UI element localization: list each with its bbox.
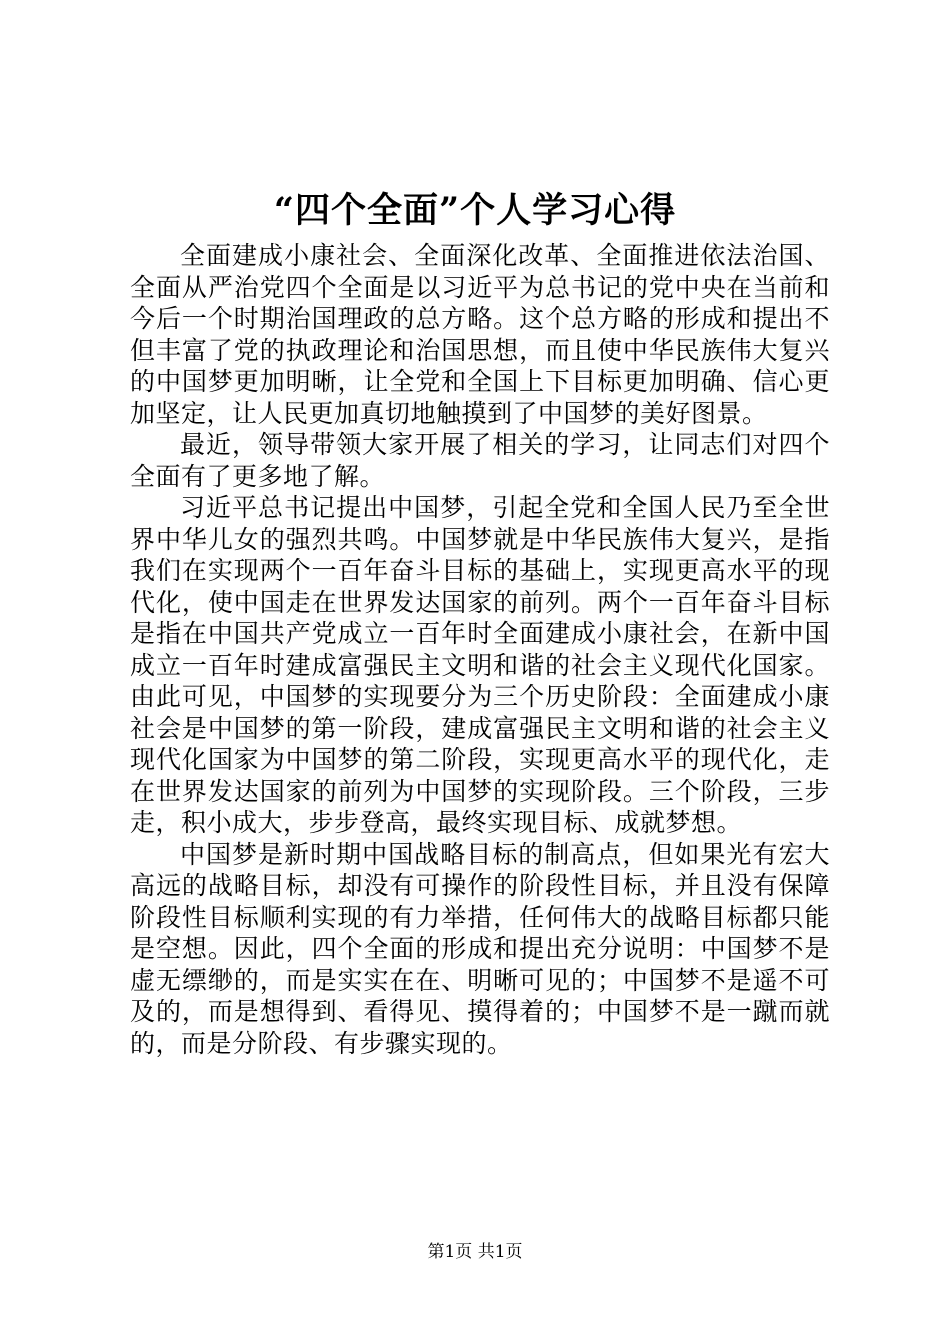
paragraph-1: 全面建成小康社会、全面深化改革、全面推进依法治国、全面从严治党四个全面是以习近平为总书记的党中央在当前和今后一个时期治国理政的总方略。这个总方略的形成和提出不但丰富了党的执政理论和治国思想，而且使中华民族伟大复兴的中国梦更加明晰，让全党和全国上下目标更加明确、信心更加坚定，让人民更加真切地触摸到了中国梦的美好图景。 <box>130 241 830 428</box>
document-title: “四个全面”个人学习心得 <box>273 190 677 231</box>
document-body <box>130 240 830 1059</box>
page-footer: 第1页 共1页 <box>427 1242 523 1262</box>
paragraph-2: 最近，领导带领大家开展了相关的学习，让同志们对四个全面有了更多地了解。 <box>130 430 830 491</box>
paragraph-3: 习近平总书记提出中国梦，引起全党和全国人民乃至全世界中华儿女的强烈共鸣。中国梦就是中华民族伟大复兴，是指我们在实现两个一百年奋斗目标的基础上，实现更高水平的现代化，使中国走在世界发达国家的前列。两个一百年奋斗目标是指在中国共产党成立一百年时全面建成小康社会，在新中国成立一百年时建成富强民主文明和谐的社会主义现代化国家。由此可见，中国梦的实现要分为三个历史阶段：全面建成小康社会是中国梦的第一阶段，建成富强民主文明和谐的社会主义现代化国家为中国梦的第二阶段，实现更高水平的现代化，走在世界发达国家的前列为中国梦的实现阶段。三个阶段，三步走，积小成大，步步登高，最终实现目标、成就梦想。 <box>130 493 830 837</box>
paragraph-4: 中国梦是新时期中国战略目标的制高点，但如果光有宏大高远的战略目标，却没有可操作的阶段性目标，并且没有保障阶段性目标顺利实现的有力举措，任何伟大的战略目标都只能是空想。因此，四个全面的形成和提出充分说明：中国梦不是虚无缥缈的，而是实实在在、明晰可见的；中国梦不是遥不可及的，而是想得到、看得见、摸得着的；中国梦不是一蹴而就的，而是分阶段、有步骤实现的。 <box>130 839 830 1058</box>
